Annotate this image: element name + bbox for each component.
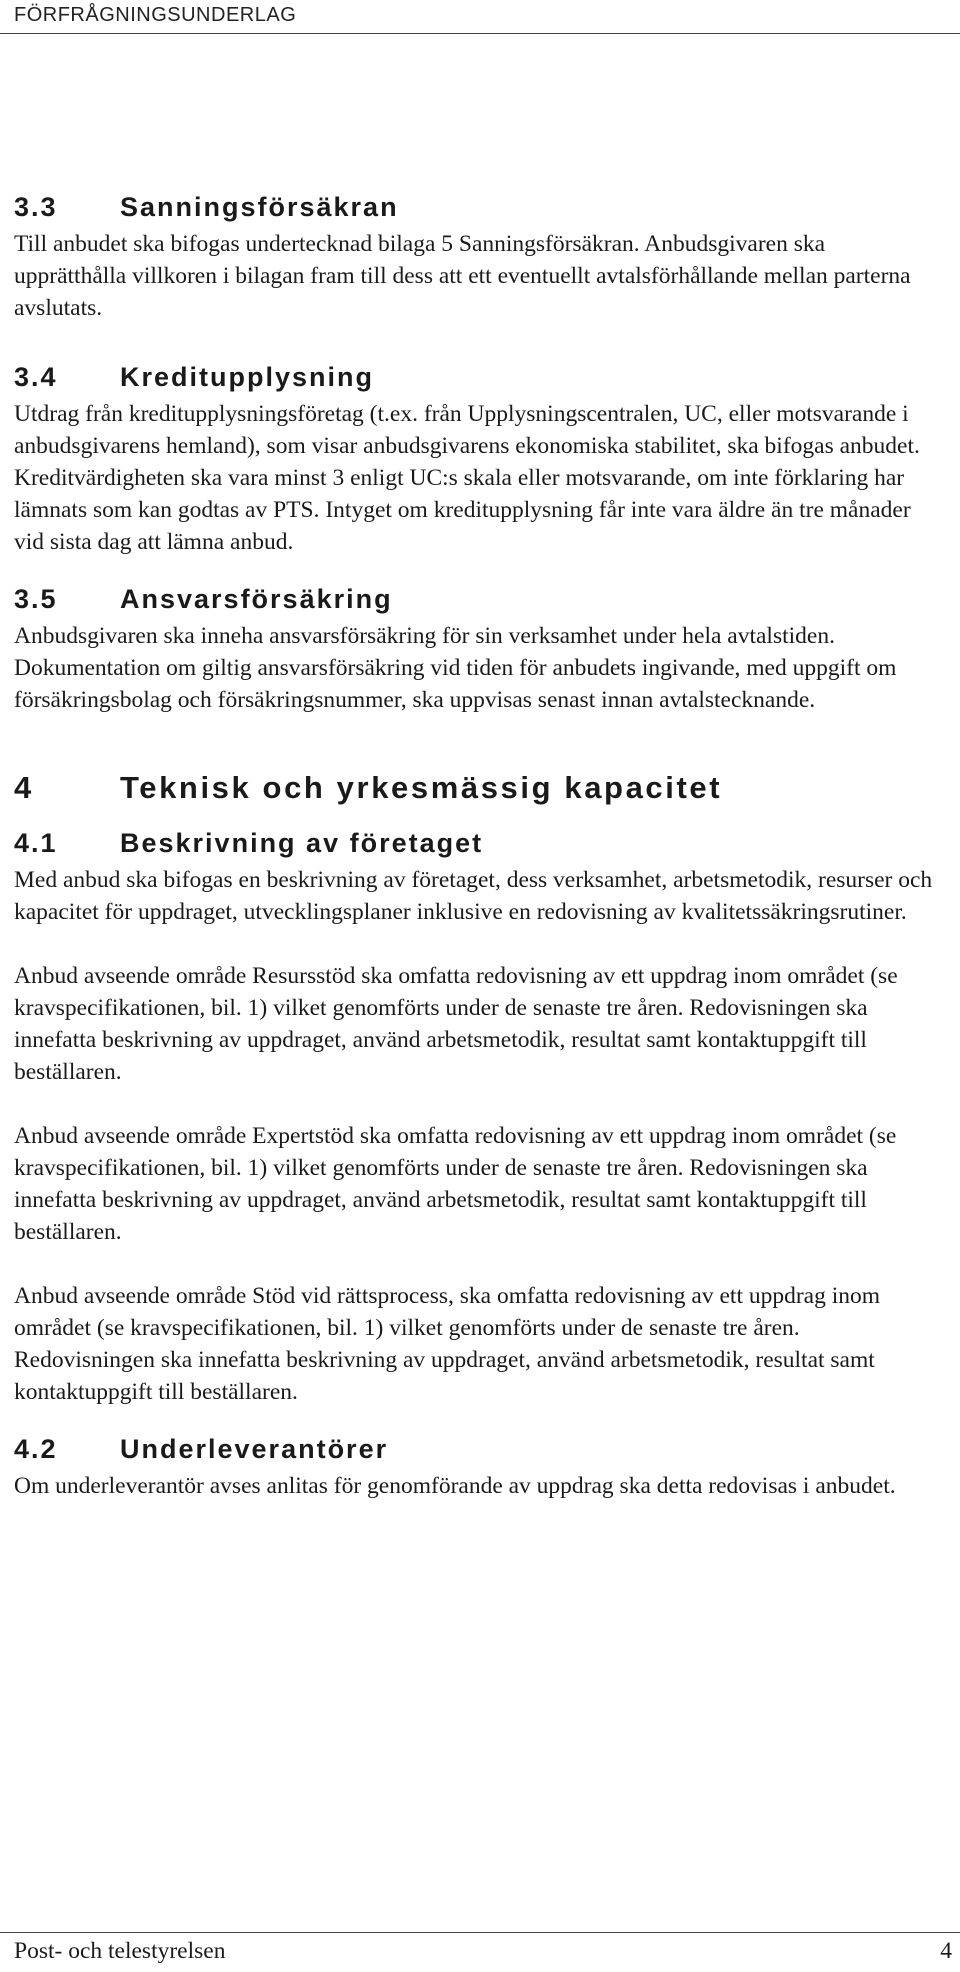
section-3-4-text: Utdrag från kreditupplysningsföretag (t.ex. från Upplysningscentralen, UC, eller motsvarande i anbudsgivarens hemland), som visar anbudsgivarens ekonomiska stabilitet, ska bifogas anbudet. Kreditvärdigheten ska vara minst 3 enligt UC:s skala eller motsvarande, om inte förklaring har lämnats som kan godtas av PTS. Intyget om kreditupplysning får inte vara äldre än tre månader vid sista dag att lämna anbud. bbox=[14, 401, 920, 555]
section-title: Sanningsförsäkran bbox=[120, 192, 399, 222]
section-number: 3.5 bbox=[14, 584, 58, 614]
section-title: Beskrivning av företaget bbox=[120, 828, 484, 858]
section-number: 3.3 bbox=[14, 192, 58, 222]
section-title: Underleverantörer bbox=[120, 1434, 389, 1464]
section-4-2-text: Om underleverantör avses anlitas för genomförande av uppdrag ska detta redovisas i anbudet. bbox=[14, 1473, 896, 1499]
section-title: Ansvarsförsäkring bbox=[120, 584, 393, 614]
section-3-3-heading bbox=[14, 190, 934, 224]
section-4-1-paragraph: Anbud avseende område Stöd vid rättsprocess, ska omfatta redovisning av ett uppdrag inom området (se kravspecifikationen, bil. 1) vilket genomförts under de senaste tre åren. Redovisningen ska innefatta beskrivning av uppdraget, använd arbetsmetodik, resultat samt kontaktuppgift till beställaren. bbox=[14, 1283, 881, 1405]
section-number: 4.1 bbox=[14, 828, 58, 858]
page-number: 4 bbox=[940, 1938, 952, 1964]
section-4-2-heading bbox=[14, 1432, 934, 1466]
section-title: Kreditupplysning bbox=[120, 362, 374, 392]
footer-divider bbox=[0, 1932, 960, 1933]
page-header-title: FÖRFRÅGNINGSUNDERLAG bbox=[14, 4, 297, 26]
section-4-1-paragraph: Anbud avseende område Expertstöd ska omfatta redovisning av ett uppdrag inom området (se kravspecifikationen, bil. 1) vilket genomförts under de senaste tre åren. Redovisningen ska innefatta beskrivning av uppdraget, använd arbetsmetodik, resultat samt kontaktuppgift till beställaren. bbox=[14, 1123, 897, 1245]
header-divider bbox=[0, 33, 960, 34]
section-4-1-heading bbox=[14, 826, 934, 860]
section-4-1-paragraph: Anbud avseende område Resursstöd ska omfatta redovisning av ett uppdrag inom området (se kravspecifikationen, bil. 1) vilket genomförts under de senaste tre åren. Redovisningen ska innefatta beskrivning av uppdraget, använd arbetsmetodik, resultat samt kontaktuppgift till beställaren. bbox=[14, 963, 898, 1085]
document-body bbox=[14, 190, 934, 1502]
section-number: 3.4 bbox=[14, 362, 58, 392]
chapter-4-heading bbox=[14, 768, 934, 808]
section-4-1-paragraph: Med anbud ska bifogas en beskrivning av företaget, dess verksamhet, arbetsmetodik, resurser och kapacitet för uppdraget, utvecklingsplaner inklusive en redovisning av kvalitetssäkringsrutiner. bbox=[14, 867, 933, 925]
footer-organization: Post- och telestyrelsen bbox=[14, 1938, 226, 1964]
section-3-5-text: Anbudsgivaren ska inneha ansvarsförsäkring för sin verksamhet under hela avtalstiden. Dokumentation om giltig ansvarsförsäkring vid tiden för anbudets ingivande, med uppgift om försäkringsbolag och försäkringsnummer, ska uppvisas senast innan avtalstecknande. bbox=[14, 623, 897, 713]
chapter-number: 4 bbox=[14, 770, 34, 805]
section-3-3-text: Till anbudet ska bifogas undertecknad bilaga 5 Sanningsförsäkran. Anbudsgivaren ska upprätthålla villkoren i bilagan fram till dess att ett eventuellt avtalsförhållande mellan parterna avslutats. bbox=[14, 231, 911, 321]
section-3-4-heading bbox=[14, 360, 934, 394]
section-number: 4.2 bbox=[14, 1434, 58, 1464]
section-3-5-heading bbox=[14, 582, 934, 616]
chapter-title: Teknisk och yrkesmässig kapacitet bbox=[120, 770, 723, 805]
